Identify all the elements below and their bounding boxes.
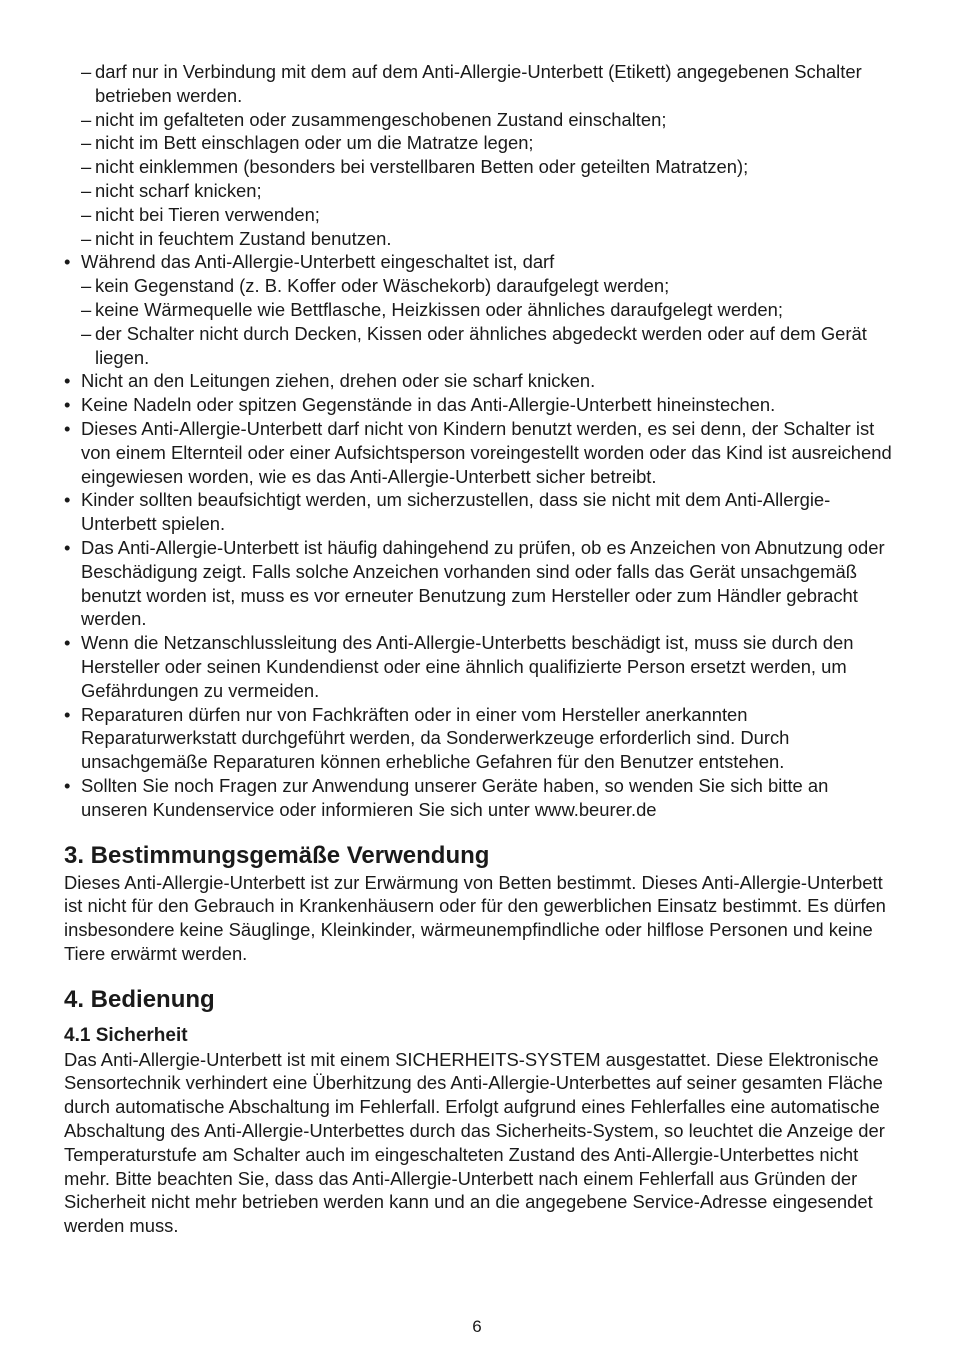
section-body: Dieses Anti-Allergie-Unterbett ist zur Erwärmung von Betten bestimmt. Dieses Anti-Allergie-Unterbett ist nicht für den Gebrauch in Krankenhäusern oder für den gewerblichen Einsatz bestimmt. Es dürfen insbesondere keine Säuglinge, Kleinkinder, wärmeunempfindliche oder hilflose Personen und keine Tiere erwärmt werden. [64,871,886,964]
section-heading: 4. Bedienung [64,985,215,1013]
list-item: – nicht in feuchtem Zustand benutzen. [64,227,894,251]
list-item: – nicht im gefalteten oder zusammengeschobenen Zustand einschalten; [64,108,894,132]
list-item: • Keine Nadeln oder spitzen Gegenstände in das Anti-Allergie-Unterbett hineinstechen. [64,393,894,417]
list-item: • Nicht an den Leitungen ziehen, drehen oder sie scharf knicken. [64,369,894,393]
page-number: 6 [472,1317,482,1336]
list-item: – nicht scharf knicken; [64,179,894,203]
list-item: • Kinder sollten beaufsichtigt werden, um sicherzustellen, dass sie nicht mit dem Anti-Allergie-Unterbett spielen. [64,488,894,536]
list-item: • Das Anti-Allergie-Unterbett ist häufig dahingehend zu prüfen, ob es Anzeichen von Abnutzung oder Beschädigung zeigt. Falls solche Anzeichen vorhanden sind oder falls das Gerät unsachgemäß benutzt worden ist, muss es vor erneuter Benutzung zum Hersteller oder zum Händler gebracht werden. [64,536,894,631]
list-item: • Dieses Anti-Allergie-Unterbett darf nicht von Kindern benutzt werden, es sei denn, der Schalter ist von einem Elternteil oder einer Aufsichtsperson voreingestellt worden oder das Kind ist ausreichend eingewiesen worden, wie es das Anti-Allergie-Unterbett sicher betreibt. [64,417,894,488]
list-item: – darf nur in Verbindung mit dem auf dem Anti-Allergie-Unterbett (Etikett) angegebenen Schalter betrieben werden. [64,60,894,108]
section-heading: 3. Bestimmungsgemäße Verwendung [64,841,490,869]
list-item: – kein Gegenstand (z. B. Koffer oder Wäschekorb) daraufgelegt werden; [64,274,894,298]
list-item: – der Schalter nicht durch Decken, Kissen oder ähnliches abgedeckt werden oder auf dem Gerät liegen. [64,322,894,370]
subsection-heading: 4.1 Sicherheit [64,1024,188,1046]
list-item: • Wenn die Netzanschlussleitung des Anti-Allergie-Unterbetts beschädigt ist, muss sie durch den Hersteller oder seinen Kundendienst oder eine ähnlich qualifizierte Person ersetzt werden, um Gefährdungen zu vermeiden. [64,631,894,702]
list-item: – nicht im Bett einschlagen oder um die Matratze legen; [64,131,894,155]
list-item: – nicht einklemmen (besonders bei verstellbaren Betten oder geteilten Matratzen); [64,155,894,179]
list-item: • Während das Anti-Allergie-Unterbett eingeschaltet ist, darf [64,250,894,274]
list-item: – nicht bei Tieren verwenden; [64,203,894,227]
page-content [64,60,894,1238]
list-item: • Sollten Sie noch Fragen zur Anwendung unserer Geräte haben, so wenden Sie sich bitte an unseren Kundenservice oder informieren Sie sich unter www.beurer.de [64,774,894,822]
section-body: Das Anti-Allergie-Unterbett ist mit einem SICHERHEITS-SYSTEM ausgestattet. Diese Elektronische Sensortechnik verhindert eine Überhitzung des Anti-Allergie-Unterbettes auf seiner gesamten Fläche durch automatische Abschaltung im Fehlerfall. Erfolgt aufgrund eines Fehlerfalles eine automatische Abschaltung des Anti-Allergie-Unterbettes durch das Sicherheits-System, so leuchtet die Anzeige der Temperaturstufe am Schalter auch im eingeschalteten Zustand des Anti-Allergie-Unterbettes nicht mehr. Bitte beachten Sie, dass das Anti-Allergie-Unterbett nach einem Fehlerfall aus Gründen der Sicherheit nicht mehr betrieben werden kann und an die angegebene Service-Adresse eingesendet werden muss. [64,1048,885,1237]
list-item: – keine Wärmequelle wie Bettflasche, Heizkissen oder ähnliches daraufgelegt werden; [64,298,894,322]
list-item: • Reparaturen dürfen nur von Fachkräften oder in einer vom Hersteller anerkannten Reparaturwerkstatt durchgeführt werden, da Sonderwerkzeuge erforderlich sind. Durch unsachgemäße Reparaturen können erhebliche Gefahren für den Benutzer entstehen. [64,703,894,774]
